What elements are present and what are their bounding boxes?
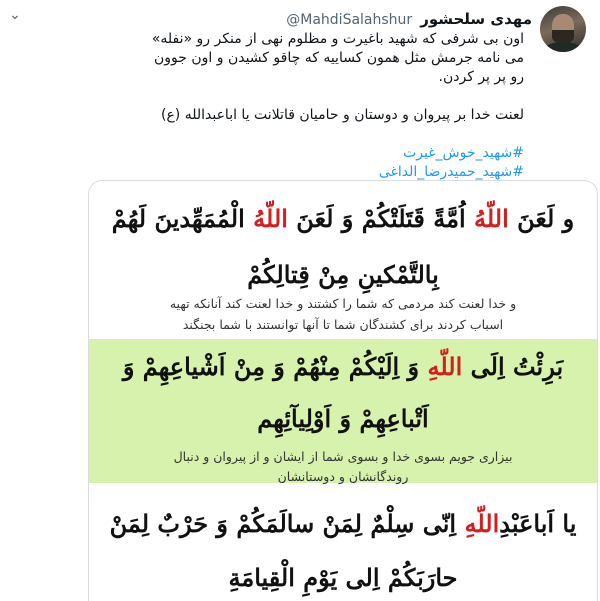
display-name[interactable]: مهدی سلحشور bbox=[420, 10, 532, 28]
verse-1: و لَعَنَ اللّهُ اُمَّةً قَتَلَتْكُمْ وَ لَعَنَ اللّهُ الْمُمَهِّدينَ لَهُمْ بِالتَّمْكينِ مِنْ قِتالِكُمْ bbox=[111, 204, 575, 289]
tweet-text bbox=[24, 30, 524, 182]
translation-2: بیزاری جویم بسوی خدا و بسوی شما از ایشان و از پیروان و دنبال روندگانشان و دوستانشان bbox=[173, 449, 513, 484]
verse-3: يا اَباعَبْدِاللّهِ اِنّى سِلْمٌ لِمَنْ سالَمَكُمْ وَ حَرْبٌ لِمَنْ حارَبَكُمْ اِلى يَوْمِ الْقِيامَةِ bbox=[109, 509, 577, 592]
hashtag-link[interactable]: #شهید_حمیدرضا_الداغی bbox=[378, 164, 524, 180]
hashtag-link[interactable]: #شهید_خوش_غیرت bbox=[403, 145, 524, 161]
author-names bbox=[286, 10, 532, 28]
attached-image-card[interactable] bbox=[88, 180, 598, 601]
tweet-line: می نامه جرمش مثل همون کساییه که چاقو کشیدن و اون جوون bbox=[153, 50, 524, 66]
tweet-curse-line: لعنت خدا بر پیروان و دوستان و حامیان قاتلانت یا اباعبدالله (ع) bbox=[160, 107, 524, 123]
translation-1: و خدا لعنت کند مردمی که شما را کشتند و خدا لعنت کند آنانکه تهیه اسباب کردند برای کشندگان شما تا آنها توانستند با شما بجنگند bbox=[169, 296, 517, 332]
user-handle[interactable]: @MahdiSalahshur bbox=[286, 12, 413, 28]
tweet-line: اون بی شرفی که شهید باغیرت و مظلوم نهی از منکر رو «نفله» bbox=[151, 31, 524, 47]
chevron-down-icon[interactable]: ⌄ bbox=[9, 7, 21, 23]
verse-2: بَرِئْتُ اِلَى اللّهِ وَ اِلَيْكُمْ مِنْهُمْ وَ مِنْ اَشْياعِهِمْ وَ اَتْباعِهِمْ وَ اَوْلِيآئِهِم bbox=[122, 352, 564, 433]
tweet-line: رو پر پر کردن. bbox=[438, 69, 524, 85]
avatar[interactable] bbox=[540, 6, 586, 52]
highlight-band bbox=[89, 339, 597, 483]
